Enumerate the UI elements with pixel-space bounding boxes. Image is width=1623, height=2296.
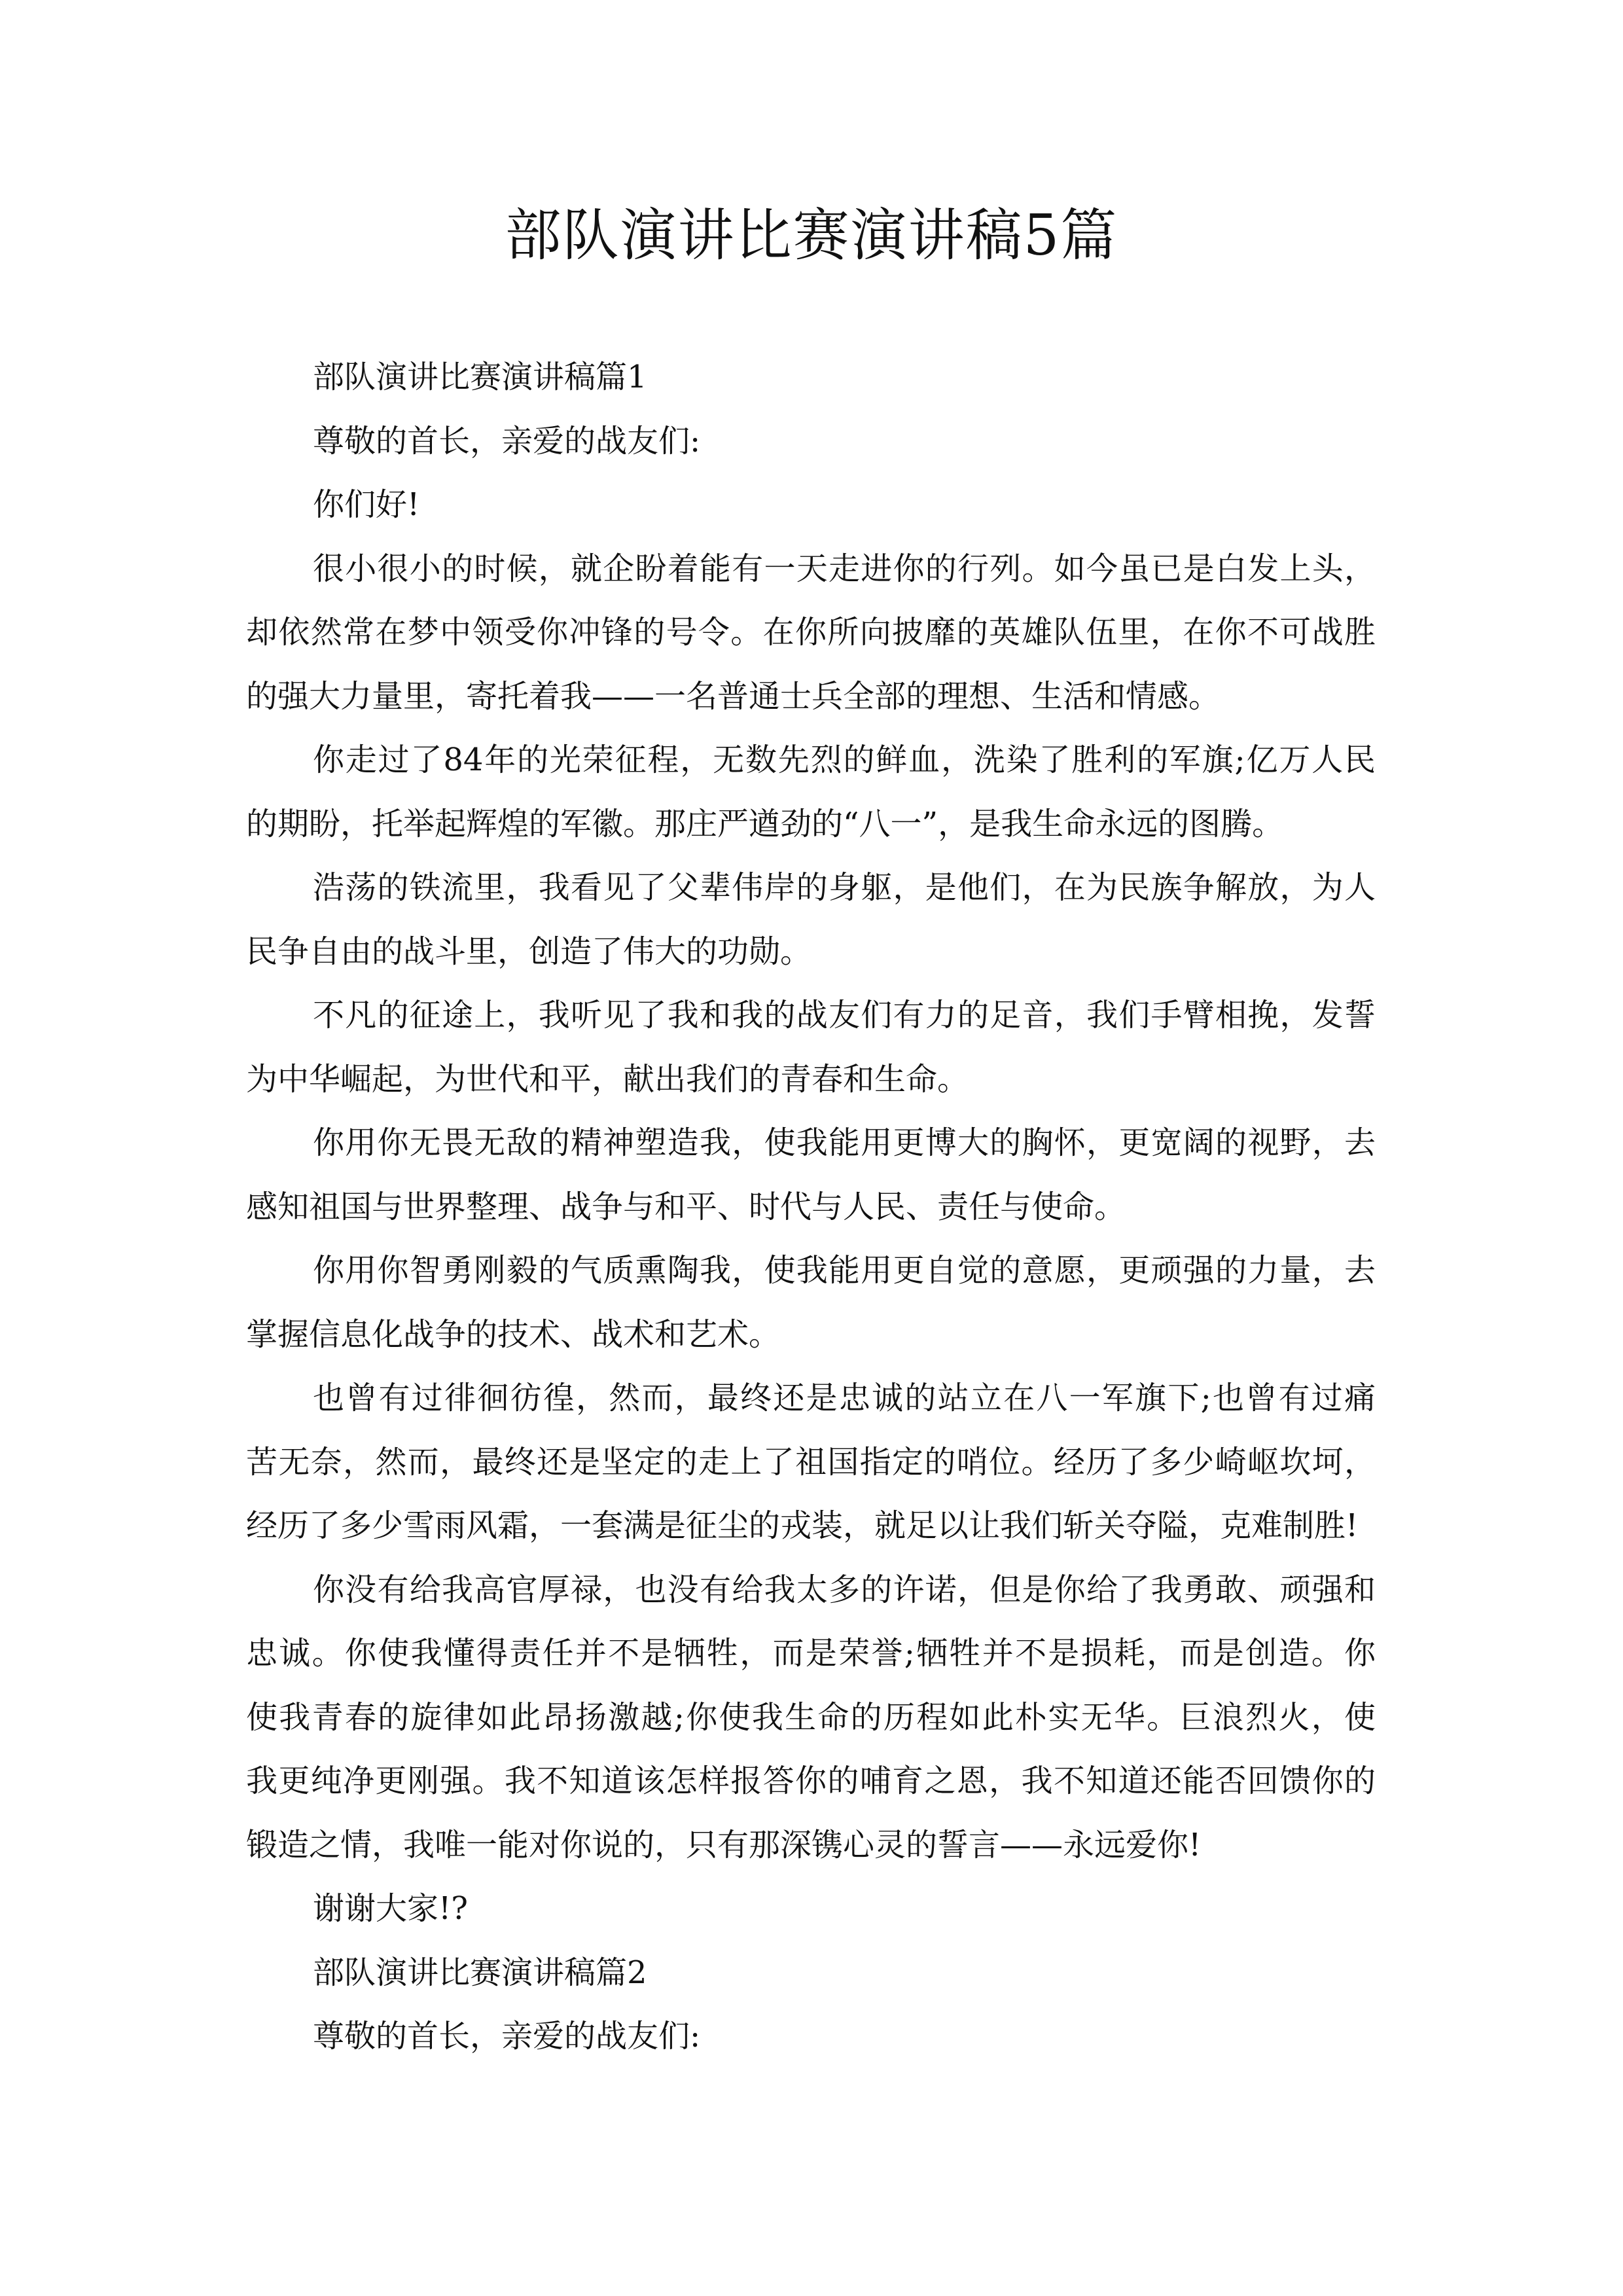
paragraph-line: 你走过了84年的光荣征程，无数先烈的鲜血，洗染了胜利的军旗;亿万人民: [313, 742, 1376, 778]
paragraph-line: 很小很小的时候，就企盼着能有一天走进你的行列。如今虽已是白发上头，: [313, 550, 1376, 587]
paragraph-line: 的强大力量里，寄托着我——一名普通士兵全部的理想、生活和情感。: [246, 677, 1221, 715]
paragraph: [246, 2005, 1376, 2069]
paragraph: [246, 856, 1376, 984]
paragraph-line: 浩荡的铁流里，我看见了父辈伟岸的身躯，是他们，在为民族争解放，为人: [313, 869, 1376, 906]
paragraph-line: 你们好!: [313, 486, 420, 523]
paragraph-line: 苦无奈，然而，最终还是坚定的走上了祖国指定的哨位。经历了多少崎岖坎坷，: [246, 1443, 1376, 1480]
paragraph: [246, 1941, 1376, 2005]
paragraph: [246, 346, 1376, 410]
paragraph-line: 却依然常在梦中领受你冲锋的号令。在你所向披靡的英雄队伍里，在你不可战胜: [246, 614, 1376, 651]
paragraph: [246, 1558, 1376, 1878]
paragraph-line: 也曾有过徘徊彷徨，然而，最终还是忠诚的站立在八一军旗下;也曾有过痛: [313, 1380, 1376, 1416]
paragraph-line: 你用你智勇刚毅的气质熏陶我，使我能用更自觉的意愿，更顽强的力量，去: [313, 1252, 1376, 1289]
paragraph-line: 的期盼，托举起辉煌的军徽。那庄严遒劲的“八一”，是我生命永远的图腾。: [246, 805, 1284, 842]
paragraph-line: 锻造之情，我唯一能对你说的，只有那深镌心灵的誓言——永远爱你!: [246, 1826, 1202, 1863]
document-title: 部队演讲比赛演讲稿5篇: [505, 203, 1118, 268]
paragraph-line: 部队演讲比赛演讲稿篇1: [313, 359, 647, 395]
paragraph: [246, 984, 1376, 1111]
paragraph-line: 民争自由的战斗里，创造了伟大的功勋。: [246, 933, 812, 970]
paragraph-line: 尊敬的首长，亲爱的战友们:: [313, 422, 701, 459]
paragraph-line: 你没有给我高官厚禄，也没有给我太多的许诺，但是你给了我勇敢、顽强和: [313, 1571, 1376, 1608]
paragraph-line: 经历了多少雪雨风霜，一套满是征尘的戎装，就足以让我们斩关夺隘，克难制胜!: [246, 1507, 1359, 1544]
paragraph-line: 为中华崛起，为世代和平，献出我们的青春和生命。: [246, 1060, 969, 1098]
paragraph-line: 我更纯净更刚强。我不知道该怎样报答你的哺育之恩，我不知道还能否回馈你的: [246, 1763, 1376, 1799]
paragraph-line: 不凡的征途上，我听见了我和我的战友们有力的足音，我们手臂相挽，发誓: [313, 997, 1376, 1033]
paragraph: [246, 1367, 1376, 1558]
paragraph: [246, 1877, 1376, 1941]
paragraph-line: 忠诚。你使我懂得责任并不是牺牲，而是荣誉;牺牲并不是损耗，而是创造。你: [246, 1635, 1376, 1672]
paragraph: [246, 410, 1376, 474]
paragraph-line: 使我青春的旋律如此昂扬激越;你使我生命的历程如此朴实无华。巨浪烈火，使: [246, 1698, 1376, 1736]
paragraph-line: 掌握信息化战争的技术、战术和艺术。: [246, 1316, 781, 1353]
paragraph-line: 谢谢大家!?: [313, 1890, 469, 1927]
paragraph: [246, 473, 1376, 537]
paragraph: [246, 537, 1376, 729]
paragraph-line: 感知祖国与世界整理、战争与和平、时代与人民、责任与使命。: [246, 1188, 1126, 1225]
paragraph-line: 部队演讲比赛演讲稿篇2: [313, 1954, 647, 1991]
paragraph: [246, 1239, 1376, 1367]
paragraph: [246, 728, 1376, 856]
paragraph: [246, 1111, 1376, 1239]
paragraph-line: 尊敬的首长，亲爱的战友们:: [313, 2018, 701, 2054]
document-body: [246, 346, 1376, 2069]
paragraph-line: 你用你无畏无敌的精神塑造我，使我能用更博大的胸怀，更宽阔的视野，去: [313, 1124, 1376, 1161]
